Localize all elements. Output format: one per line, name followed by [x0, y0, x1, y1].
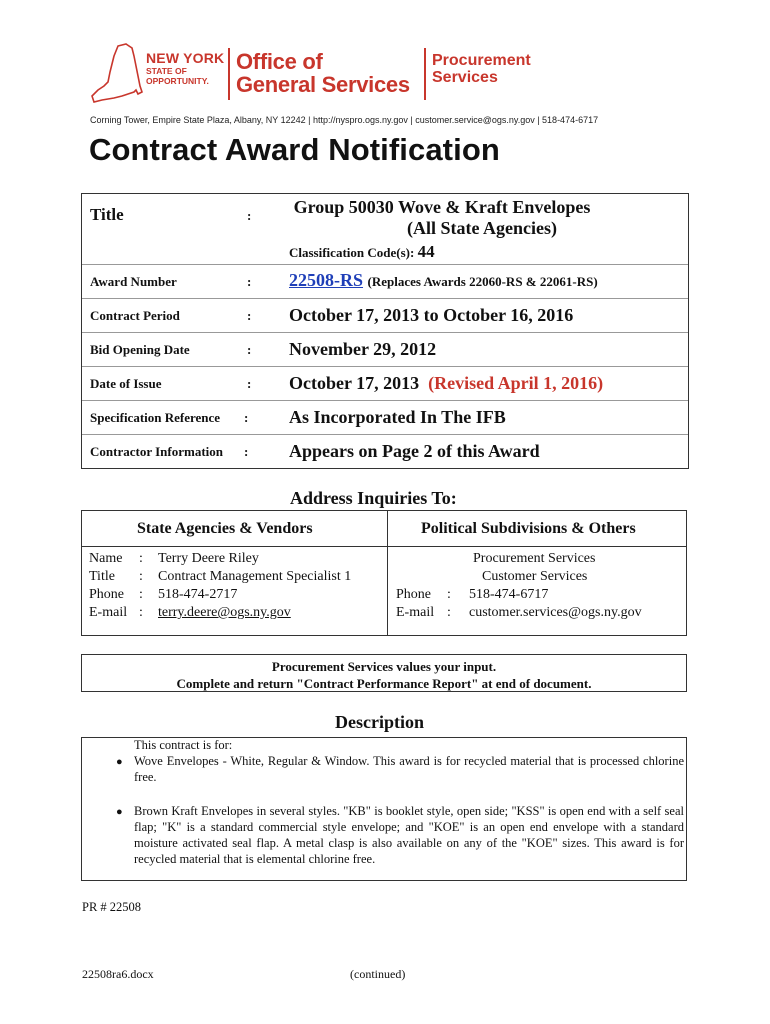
contractor-information-label: Contractor Information	[90, 444, 223, 459]
row-title	[82, 194, 688, 264]
colon: :	[247, 342, 252, 357]
date-of-issue-value	[289, 373, 603, 394]
row-contract-period	[82, 298, 688, 332]
description-bullet-1: Wove Envelopes - White, Regular & Window. This award is for recycled material that is processed chlorine free.	[134, 754, 684, 784]
award-number-link[interactable]: 22508-RS	[289, 270, 364, 290]
contract-period-label: Contract Period	[90, 308, 180, 323]
contact-email-link[interactable]: terry.deere@ogs.ny.gov	[158, 605, 291, 620]
notice-line1: Procurement Services values your input.	[271, 659, 497, 674]
row-date-of-issue	[82, 366, 688, 400]
right-phone-label: Phone	[396, 587, 431, 602]
row-bid-opening-date	[82, 332, 688, 366]
footer-continued: (continued)	[350, 967, 406, 981]
contact-name-value: Terry Deere Riley	[158, 551, 259, 566]
classification-label-text: Classification Code(s)	[289, 245, 410, 260]
colon: :	[247, 376, 252, 391]
pr-number: PR # 22508	[82, 900, 142, 914]
contractor-information-value: Appears on Page 2 of this Award	[289, 441, 540, 461]
contact-title-label: Title	[89, 569, 115, 584]
specification-reference-label: Specification Reference	[90, 410, 221, 425]
state-agencies-title: State Agencies & Vendors	[137, 520, 313, 537]
contacts-table	[81, 510, 687, 636]
header-divider	[81, 546, 687, 547]
colon: :	[247, 308, 252, 323]
contact-phone-value: 518-474-2717	[158, 587, 238, 602]
right-contact-line2: Customer Services	[482, 569, 588, 584]
award-info-table	[81, 193, 689, 469]
contact-email-label: E-mail	[89, 605, 128, 620]
colon: :	[139, 605, 143, 620]
title-line1: Group 50030 Wove & Kraft Envelopes	[293, 197, 591, 217]
bullet-icon: ●	[116, 756, 123, 768]
colon: :	[139, 587, 143, 602]
new-york-state-map-icon	[88, 42, 144, 104]
specification-reference-value: As Incorporated In The IFB	[289, 407, 506, 427]
description-intro: This contract is for:	[134, 738, 233, 752]
classification-code: 44	[417, 242, 435, 261]
procurement-wordmark	[432, 52, 531, 86]
ny-wordmark-line2: STATE OF	[146, 66, 187, 76]
contact-name-label: Name	[89, 551, 123, 566]
ogs-logo	[88, 42, 548, 110]
title-value	[282, 197, 602, 239]
page-title: Contract Award Notification	[89, 132, 500, 167]
footer-filename: 22508ra6.docx	[82, 967, 154, 981]
ny-wordmark-line1: NEW YORK	[146, 50, 225, 66]
description-box	[81, 737, 687, 881]
title-line2: (All State Agencies)	[407, 218, 557, 238]
colon: :	[447, 605, 451, 620]
colon: :	[244, 410, 249, 425]
colon: :	[447, 587, 451, 602]
award-replaces-note: (Replaces Awards 22060-RS & 22061-RS)	[367, 274, 598, 289]
ogs-wordmark-line1: Office of	[236, 49, 323, 74]
table-border	[81, 511, 82, 635]
right-email-value[interactable]: customer.services@ogs.ny.gov	[469, 605, 642, 620]
right-email-label: E-mail	[396, 605, 435, 620]
bullet-icon: ●	[116, 806, 123, 818]
procurement-wordmark-line2: Services	[432, 69, 498, 86]
award-number-value	[289, 270, 598, 291]
ogs-wordmark-line2: General Services	[236, 72, 410, 97]
title-label: Title	[90, 205, 124, 224]
contract-period-value: October 17, 2013 to October 16, 2016	[289, 305, 574, 325]
colon: :	[139, 569, 143, 584]
contact-phone-label: Phone	[89, 587, 124, 602]
classification-label	[289, 242, 435, 262]
colon: :	[247, 208, 252, 223]
political-subdivisions-title: Political Subdivisions & Others	[421, 520, 636, 537]
ny-wordmark	[146, 50, 224, 86]
colon: :	[139, 551, 143, 566]
colon: :	[409, 245, 415, 260]
right-contact-line1: Procurement Services	[473, 551, 596, 566]
ny-wordmark-line3: OPPORTUNITY.	[146, 76, 209, 86]
colon: :	[247, 274, 252, 289]
date-of-issue-revised: (Revised April 1, 2016)	[428, 373, 604, 393]
contact-title-value: Contract Management Specialist 1	[158, 569, 352, 584]
feedback-notice	[81, 654, 687, 692]
row-specification-reference	[82, 400, 688, 434]
header-address: Corning Tower, Empire State Plaza, Albany, NY 12242 | http://nyspro.ogs.ny.gov | customer.service@ogs.ny.gov | 518-474-6717	[90, 115, 599, 125]
description-heading: Description	[335, 712, 424, 732]
right-phone-value: 518-474-6717	[469, 587, 549, 602]
colon: :	[244, 444, 249, 459]
notice-line2: Complete and return "Contract Performance Report" at end of document.	[176, 676, 592, 691]
procurement-wordmark-line1: Procurement	[432, 52, 531, 69]
date-of-issue-original: October 17, 2013	[289, 373, 420, 393]
column-divider	[387, 511, 388, 635]
row-award-number	[82, 264, 688, 298]
logo-divider	[424, 48, 426, 100]
logo-divider	[228, 48, 230, 100]
row-contractor-information	[82, 434, 688, 468]
bid-opening-date-label: Bid Opening Date	[90, 342, 190, 357]
award-number-label: Award Number	[90, 274, 177, 289]
address-inquiries-heading: Address Inquiries To:	[290, 488, 457, 508]
ogs-wordmark	[236, 50, 410, 96]
description-bullet-2: Brown Kraft Envelopes in several styles. "KB" is booklet style, open side; "KSS" is open end with a self seal flap; "K" is a standard commercial style envelope; and "KOE" is an open end envelope with a standard moisture activated seal flap. A metal clasp is also available on any of the "KOE" sizes. This award is for recycled material that is elemental chlorine free.	[134, 804, 684, 866]
table-border	[686, 511, 687, 635]
bid-opening-date-value: November 29, 2012	[289, 339, 437, 359]
date-of-issue-label: Date of Issue	[90, 376, 162, 391]
